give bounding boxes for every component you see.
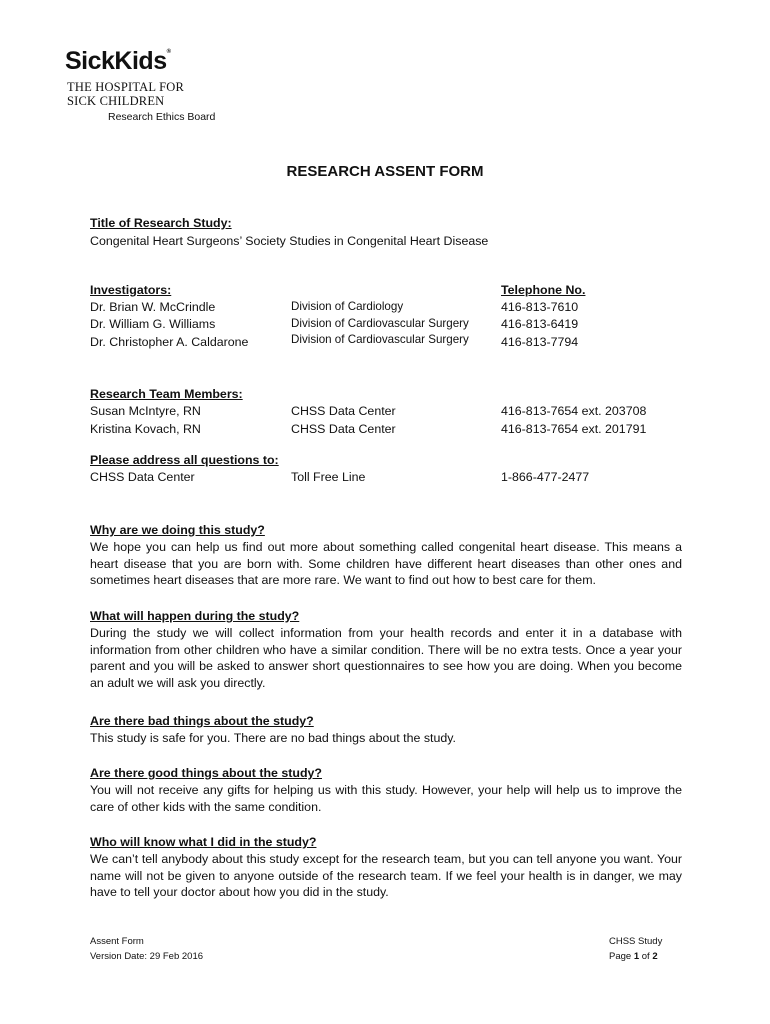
team-heading: Research Team Members: [90,387,243,401]
contact-name: CHSS Data Center [90,470,195,484]
page-current: 1 [633,951,640,962]
section-body: You will not receive any gifts for helping us with this study. However, your help will help us to improve the care of other kids with the same condition. [90,782,682,814]
logo-line-2: SICK CHILDREN [67,94,165,108]
of-word: of [641,951,650,962]
page-total: 2 [652,951,658,962]
investigator-division: Division of Cardiology [291,300,404,313]
section-what [90,608,682,692]
logo-name: SickKids [65,47,167,75]
footer-page-number [609,951,658,962]
section-body: During the study we will collect information from your health records and enter it in a database with information from other children who have a similar condition. There will be no extra tests. Once a year your parent and you will be asked to answer short questionnaires to see how you are doing. When you become an adult we will ask you directly. [90,625,682,691]
contact-heading: Please address all questions to: [90,453,279,467]
team-member-name: Kristina Kovach, RN [90,422,201,436]
section-heading: Are there bad things about the study? [90,714,314,728]
contact-line: Toll Free Line [291,470,366,484]
section-heading: What will happen during the study? [90,609,300,623]
logo-wordmark [65,47,171,76]
team-member-unit: CHSS Data Center [291,422,396,436]
investigator-name: Dr. William G. Williams [90,317,216,331]
logo-trademark: ® [166,49,171,55]
section-who [90,834,682,901]
study-heading: Title of Research Study: [90,216,232,230]
section-body: We can’t tell anybody about this study except for the research team, but you can tell anyone you want. Your name will not be given to anyone outside of the research team. If we feel your health is in danger, we may have to tell your doctor about how you did in the study. [90,851,682,900]
investigators-heading: Investigators: [90,283,172,297]
section-body: This study is safe for you. There are no bad things about the study. [90,730,456,745]
board-name: Research Ethics Board [108,111,216,123]
investigator-division: Division of Cardiovascular Surgery [291,317,469,330]
contact-phone: 1-866-477-2477 [501,470,590,484]
section-heading: Are there good things about the study? [90,766,322,780]
page-word: Page [609,951,632,962]
investigator-phone: 416-813-6419 [501,317,579,331]
section-body: We hope you can help us find out more about something called congenital heart disease. This means a heart disease that you are born with. Some children have different heart diseases than other ones and sometimes heart diseases that are more rare. We want to find out how to best care for them. [90,539,682,588]
investigator-name: Dr. Brian W. McCrindle [90,300,216,314]
team-member-phone: 416-813-7654 ext. 203708 [501,404,647,418]
investigator-division: Division of Cardiovascular Surgery [291,333,469,346]
form-title: RESEARCH ASSENT FORM [286,163,484,180]
section-heading: Why are we doing this study? [90,523,265,537]
section-good [90,765,682,815]
study-title: Congenital Heart Surgeons’ Society Studies in Congenital Heart Disease [90,234,489,248]
team-member-phone: 416-813-7654 ext. 201791 [501,422,647,436]
section-bad [90,713,682,747]
investigator-phone: 416-813-7794 [501,335,579,349]
section-why [90,522,682,589]
team-member-name: Susan McIntyre, RN [90,404,201,418]
logo-line-1: THE HOSPITAL FOR [67,80,185,94]
section-heading: Who will know what I did in the study? [90,835,317,849]
investigator-name: Dr. Christopher A. Caldarone [90,335,249,349]
footer-version-date: Version Date: 29 Feb 2016 [90,951,204,962]
telephone-heading: Telephone No. [501,283,586,297]
team-member-unit: CHSS Data Center [291,404,396,418]
footer-study-name: CHSS Study [609,936,663,947]
footer-form-name: Assent Form [90,936,144,947]
investigator-phone: 416-813-7610 [501,300,579,314]
